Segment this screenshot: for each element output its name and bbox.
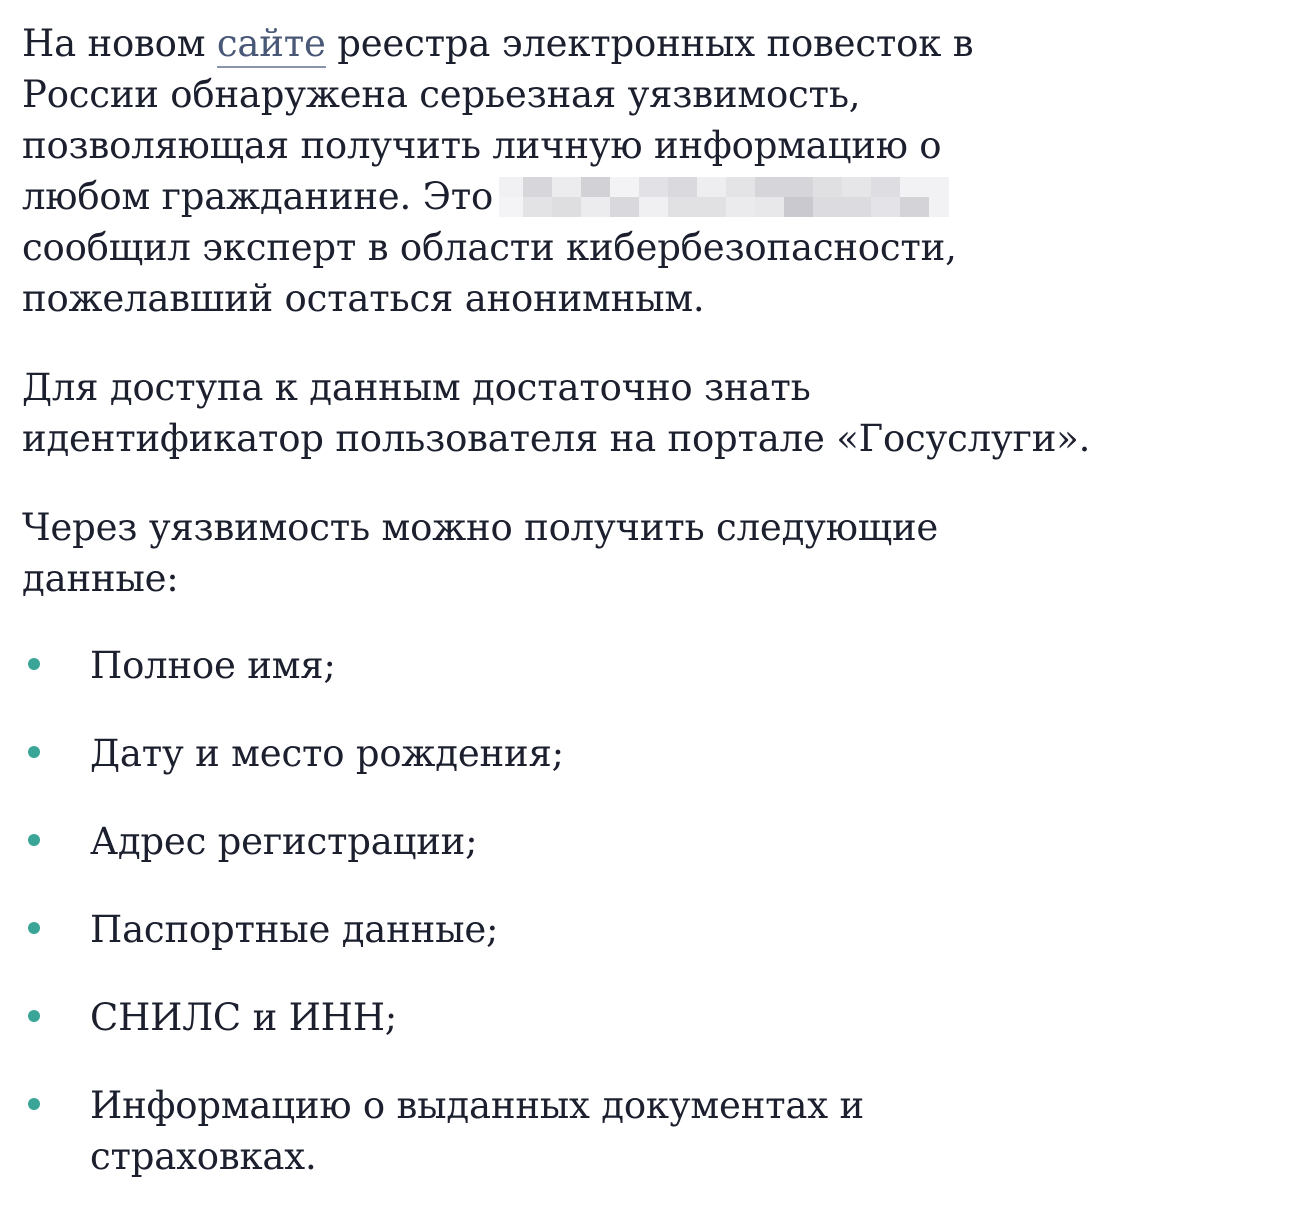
bullet-icon bbox=[28, 1098, 40, 1110]
bullet-icon bbox=[28, 834, 40, 846]
leaked-data-list bbox=[22, 640, 1262, 1182]
intro-text-end: сообщил эксперт в области кибербезопасности, пожелавший остаться анонимным. bbox=[22, 226, 957, 320]
article-body bbox=[22, 18, 1262, 1219]
paragraph-access: Для доступа к данным достаточно знать идентификатор пользователя на портале «Госуслуги». bbox=[22, 366, 1091, 460]
site-link[interactable]: сайте bbox=[217, 22, 326, 68]
bullet-icon bbox=[28, 746, 40, 758]
list-item-text: Паспортные данные; bbox=[90, 908, 499, 951]
intro-text-middle: реестра электронных повесток в России обнаружена серьезная уязвимость, позволяющая получить личную информацию о любом гражданине. Это bbox=[22, 22, 974, 218]
list-item bbox=[22, 640, 970, 691]
redacted-source-block bbox=[499, 177, 949, 217]
list-item bbox=[22, 728, 970, 779]
list-item bbox=[22, 1080, 970, 1182]
list-item-text: Информацию о выданных документах и страховках. bbox=[90, 1084, 864, 1178]
bullet-icon bbox=[28, 922, 40, 934]
list-item-text: Полное имя; bbox=[90, 644, 336, 687]
list-item bbox=[22, 992, 970, 1043]
bullet-icon bbox=[28, 1010, 40, 1022]
list-item-text: СНИЛС и ИНН; bbox=[90, 996, 398, 1039]
paragraph-data-list-intro: Через уязвимость можно получить следующие данные: bbox=[22, 506, 939, 600]
list-item bbox=[22, 904, 970, 955]
list-item bbox=[22, 816, 970, 867]
list-item-text: Адрес регистрации; bbox=[90, 820, 478, 863]
bullet-icon bbox=[28, 658, 40, 670]
paragraph-intro bbox=[22, 18, 982, 324]
list-item-text: Дату и место рождения; bbox=[90, 732, 564, 775]
intro-text-start: На новом bbox=[22, 22, 217, 65]
